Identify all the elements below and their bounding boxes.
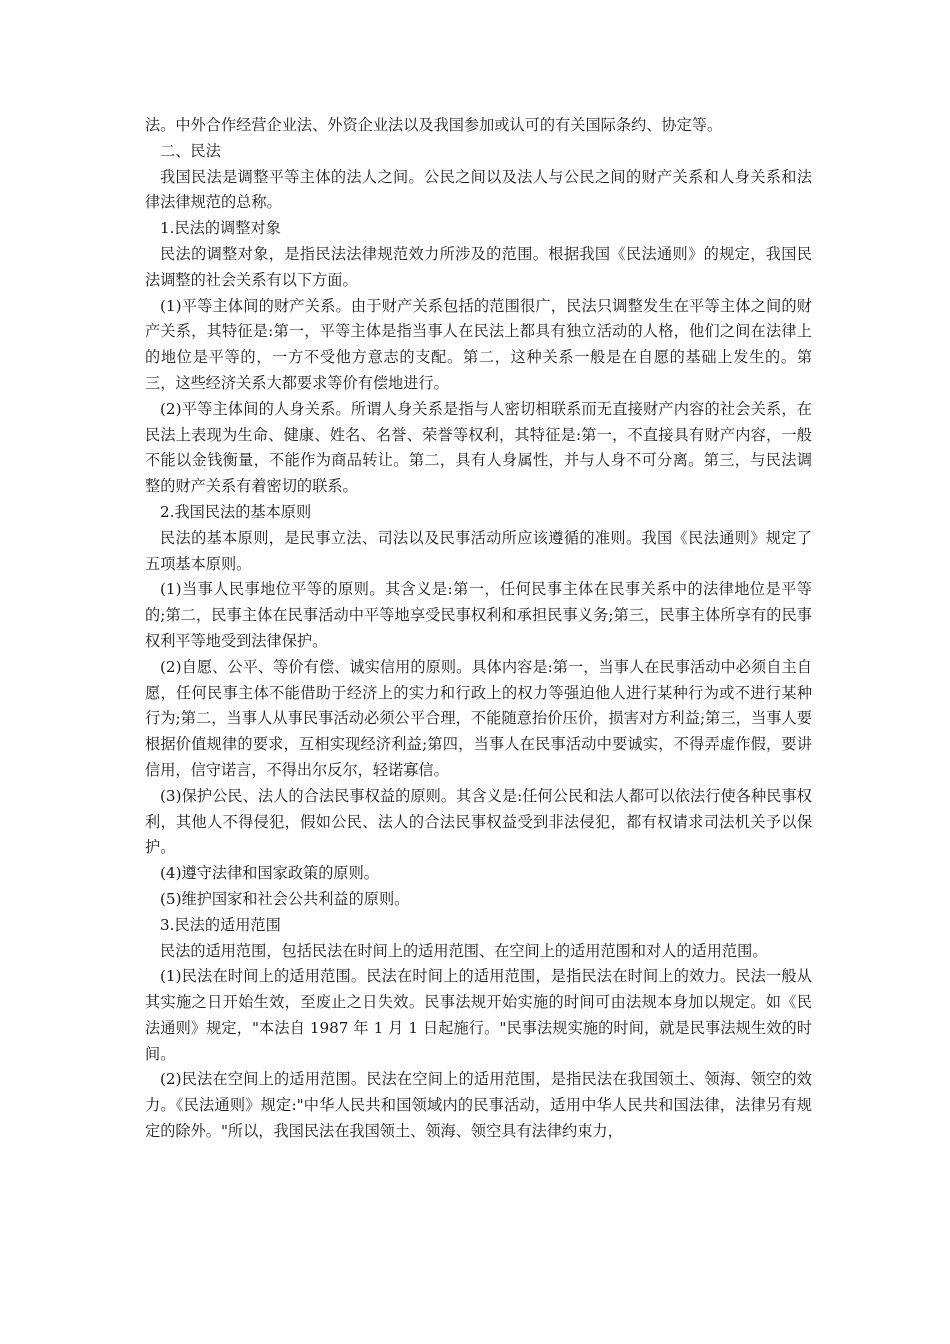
section-heading-civil-law: 二、民法 [160,141,221,160]
subheading-adjustment-object: 1.民法的调整对象 [160,219,281,238]
document-body [145,113,812,1145]
paragraph: 民法的调整对象，是指民法法律规范效力所涉及的范围。根据我国《民法通则》的规定，我国民法调整的社会关系有以下方面。 [145,244,812,289]
paragraph-item: (1)当事人民事地位平等的原则。其含义是:第一，任何民事主体在民事关系中的法律地位是平等的;第二，民事主体在民事活动中平等地享受民事权利和承担民事义务;第三，民事主体所享有的民事权利平等地受到法律保护。 [145,580,812,650]
paragraph-item: (2)自愿、公平、等价有偿、诚实信用的原则。具体内容是:第一，当事人在民事活动中必须自主自愿，任何民事主体不能借助于经济上的实力和行政上的权力等强迫他人进行某种行为或不进行某种行为;第二，当事人从事民事活动必须公平合理，不能随意抬价压价，损害对方利益;第三，当事人要根据价值规律的要求，互相实现经济利益;第四，当事人在民事活动中要诚实，不得弄虚作假，要讲信用，信守诺言，不得出尔反尔，轻诺寡信。 [145,657,812,779]
paragraph-item: (2)民法在空间上的适用范围。民法在空间上的适用范围，是指民法在我国领土、领海、领空的效力。《民法通则》规定:"中华人民共和国领域内的民事活动，适用中华人民共和国法律，法律另有规定的除外。"所以，我国民法在我国领土、领海、领空具有法律约束力， [145,1070,812,1141]
paragraph-item: (1)平等主体间的财产关系。由于财产关系包括的范围很广，民法只调整发生在平等主体之间的财产关系，其特征是:第一，平等主体是指当事人在民法上都具有独立活动的人格，他们之间在法律上的地位是平等的，一方不受他方意志的支配。第二，这种关系一般是在自愿的基础上发生的。第三，这些经济关系大都要求等价有偿地进行。 [145,296,812,392]
paragraph: 民法的适用范围，包括民法在时间上的适用范围、在空间上的适用范围和对人的适用范围。 [160,941,768,960]
paragraph-continuation: 法。中外合作经营企业法、外资企业法以及我国参加或认可的有关国际条约、协定等。 [145,116,723,134]
paragraph-item: (3)保护公民、法人的合法民事权益的原则。其含义是:任何公民和法人都可以依法行使各种民事权利，其他人不得侵犯，假如公民、法人的合法民事权益受到非法侵犯，都有权请求司法机关予以保护。 [145,786,812,857]
paragraph: 民法的基本原则，是民事立法、司法以及民事活动所应该遵循的准则。我国《民法通则》规定了五项基本原则。 [145,528,812,573]
paragraph-item: (2)平等主体间的人身关系。所谓人身关系是指与人密切相联系而无直接财产内容的社会关系，在民法上表现为生命、健康、姓名、名誉、荣誉等权利，其特征是:第一，不直接具有财产内容，一般不能以金钱衡量，不能作为商品转让。第二，具有人身属性，并与人身不可分离。第三，与民法调整的财产关系有着密切的联系。 [145,399,812,496]
paragraph-item: (4)遵守法律和国家政策的原则。 [160,864,379,883]
paragraph-item: (1)民法在时间上的适用范围。民法在时间上的适用范围，是指民法在时间上的效力。民法一般从其实施之日开始生效，至废止之日失效。民事法规开始实施的时间可由法规本身加以规定。如《民法通则》规定，"本法自 1987 年 1 月 1 日起施行。"民事法规实施的时间，就是民事法规生效的时间。 [145,967,812,1063]
subheading-basic-principles: 2.我国民法的基本原则 [160,502,312,521]
subheading-scope-of-application: 3.民法的适用范围 [160,915,281,934]
paragraph-item: (5)维护国家和社会公共利益的原则。 [160,889,410,908]
paragraph-definition: 我国民法是调整平等主体的法人之间。公民之间以及法人与公民之间的财产关系和人身关系和法律法律规范的总称。 [145,167,812,212]
